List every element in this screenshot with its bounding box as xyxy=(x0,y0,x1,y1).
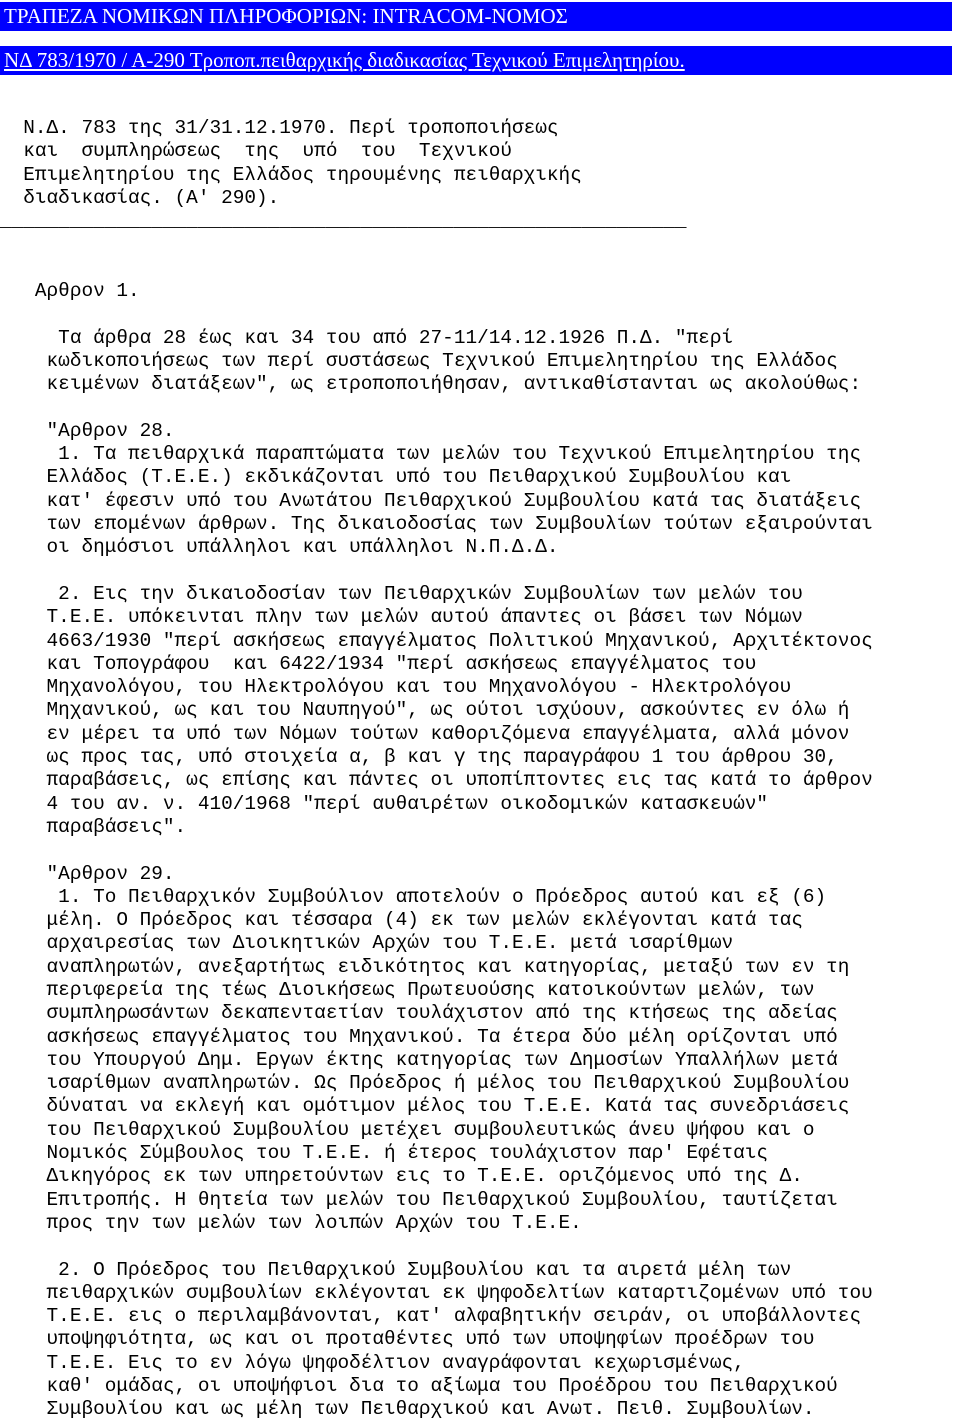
document-line: ως προς τας, υπό στοιχεία α, β και γ της παραγράφου 1 του άρθρου 30, xyxy=(0,746,838,769)
document-line: 1. Τα πειθαρχικά παραπτώματα των μελών του Τεχνικού Επιμελητηρίου της xyxy=(0,443,862,466)
document-line: καθ' ομάδας, οι υποψήφιοι δια το αξίωμα του Προέδρου του Πειθαρχικού xyxy=(0,1375,838,1398)
document-line: εν μέρει τα υπό των Νόμων τούτων καθοριζόμενα επαγγέλματα, αλλά μόνον xyxy=(0,722,850,745)
document-line: ασκήσεως επαγγέλματος του Μηχανικού. Τα έτερα δύο μέλη ορίζονται υπό xyxy=(0,1025,838,1048)
document-line: υποψηφιότητα, ως και οι προταθέντες υπό των υποψηφίων προέδρων του xyxy=(0,1328,815,1351)
document-line: οι δημόσιοι υπάλληλοι και υπάλληλοι Ν.Π.Δ.Δ. xyxy=(0,536,559,559)
document-line: Τ.Ε.Ε. υπόκεινται πλην των μελών αυτού άπαντες οι βάσει των Νόμων xyxy=(0,606,803,629)
document-line: Συμβουλίου και ως μέλη των Πειθαρχικού και Ανωτ. Πειθ. Συμβουλίων. xyxy=(0,1398,815,1421)
document-line: κειμένων διατάξεων", ως ετροποποιήθησαν, αντικαθίστανται ως ακολούθως: xyxy=(0,373,862,396)
document-line: παραβάσεις, ως επίσης και πάντες οι υποπίπτοντες εις τας κατά το άρθρον xyxy=(0,769,873,792)
document-line: Μηχανικού, ως και του Ναυπηγού", ως ούτοι ισχύουν, ασκούντες εν όλω ή xyxy=(0,699,850,722)
document-line xyxy=(0,257,960,280)
bank-title-banner: ΤΡΑΠΕΖΑ ΝΟΜΙΚΩΝ ΠΛΗΡΟΦΟΡΙΩΝ: INTRACOM-ΝΟΜΟΣ xyxy=(0,2,952,31)
document-line: περιφερεία της τέως Διοικήσεως Πρωτευούσης κατοικούντων μελών, των xyxy=(0,978,815,1001)
document-line: 4 του αν. ν. 410/1968 "περί αυθαιρέτων οικοδομικών κατασκευών" xyxy=(0,792,768,815)
document-line: 2. Ο Πρόεδρος του Πειθαρχικού Συμβουλίου και τα αιρετά μέλη των xyxy=(0,1258,792,1281)
document-line: Δικηγόρος εκ των υπηρετούντων εις το Τ.Ε.Ε. οριζόμενος υπό της Δ. xyxy=(0,1165,803,1188)
document-line: "Αρθρον 28. xyxy=(0,419,175,442)
document-line: Ελλάδος (Τ.Ε.Ε.) εκδικάζονται υπό του Πειθαρχικού Συμβουλίου και xyxy=(0,466,792,489)
document-line: πειθαρχικών συμβουλίων εκλέγονται εκ ψηφοδελτίων καταρτιζομένων υπό του xyxy=(0,1281,873,1304)
document-line: διαδικασίας. (Α' 290). xyxy=(0,186,280,209)
document-line: και συμπληρώσεως της υπό του Τεχνικού xyxy=(0,140,512,163)
document-line: 1. Το Πειθαρχικόν Συμβούλιον αποτελούν ο Πρόεδρος αυτού και εξ (6) xyxy=(0,885,827,908)
document-line: προς την των μελών των λοιπών Αρχών του Τ.Ε.Ε. xyxy=(0,1211,582,1234)
document-line: δύναται να εκλεγή και ομότιμον μέλος του Τ.Ε.Ε. Κατά τας συνεδριάσεις xyxy=(0,1095,850,1118)
document-line: των επομένων άρθρων. Της δικαιοδοσίας των Συμβουλίων τούτων εξαιρούνται xyxy=(0,513,873,536)
document-body xyxy=(0,117,960,1422)
document-line xyxy=(0,397,960,420)
document-line: Ν.Δ. 783 της 31/31.12.1970. Περί τροποποιήσεως xyxy=(0,117,559,139)
document-line: Επιμελητηρίου της Ελλάδος τηρουμένης πειθαρχικής xyxy=(0,163,582,186)
document-line: του Πειθαρχικού Συμβουλίου μετέχει συμβουλευτικώς άνευ ψήφου και ο xyxy=(0,1118,815,1141)
document-line: 2. Εις την δικαιοδοσίαν των Πειθαρχικών Συμβουλίων των μελών του xyxy=(0,582,803,605)
document-line: Τ.Ε.Ε. εις ο περιλαμβάνονται, κατ' αλφαβητικήν σειράν, οι υποβάλλοντες xyxy=(0,1305,862,1328)
document-line xyxy=(0,560,960,583)
document-line: Επιτροπής. Η θητεία των μελών του Πειθαρχικού Συμβουλίου, ταυτίζεται xyxy=(0,1188,838,1211)
document-line xyxy=(0,233,960,256)
document-line xyxy=(0,1235,960,1258)
document-line: Τα άρθρα 28 έως και 34 του από 27-11/14.12.1926 Π.Δ. "περί xyxy=(0,326,734,349)
document-line: και Τοπογράφου και 6422/1934 "περί ασκήσεως επαγγέλματος του xyxy=(0,652,757,675)
document-line xyxy=(0,303,960,326)
document-line: ισαρίθμων αναπληρωτών. Ως Πρόεδρος ή μέλος του Πειθαρχικού Συμβουλίου xyxy=(0,1072,850,1095)
document-line: μέλη. Ο Πρόεδρος και τέσσαρα (4) εκ των μελών εκλέγονται κατά τας xyxy=(0,909,803,932)
document-line: αναπληρωτών, ανεξαρτήτως ειδικότητος και κατηγορίας, μεταξύ των εν τη xyxy=(0,955,850,978)
document-line: Αρθρον 1. xyxy=(0,280,140,303)
document-line: 4663/1930 "περί ασκήσεως επαγγέλματος Πολιτικού Μηχανικού, Αρχιτέκτονος xyxy=(0,629,873,652)
document-line: "Αρθρον 29. xyxy=(0,862,175,885)
document-line: Μηχανολόγου, του Ηλεκτρολόγου και του Μηχανολόγου - Ηλεκτρολόγου xyxy=(0,676,792,699)
document-line: κωδικοποιήσεως των περί συστάσεως Τεχνικού Επιμελητηρίου της Ελλάδος xyxy=(0,349,838,372)
document-line: κατ' έφεσιν υπό του Ανωτάτου Πειθαρχικού Συμβουλίου κατά τας διατάξεις xyxy=(0,489,862,512)
document-line: παραβάσεις". xyxy=(0,815,187,838)
separator-line: ___________________________________________________________ xyxy=(0,210,687,233)
document-line: συμπληρωσάντων δεκαπενταετίαν τουλάχιστον από της κτήσεως της αδείας xyxy=(0,1002,838,1025)
document-line: αρχαιρεσίας των Διοικητικών Αρχών του Τ.Ε.Ε. μετά ισαρίθμων xyxy=(0,932,734,955)
document-line: Νομικός Σύμβουλος του Τ.Ε.Ε. ή έτερος τουλάχιστον παρ' Εφέταις xyxy=(0,1142,768,1165)
document-line: Τ.Ε.Ε. Εις το εν λόγω ψηφοδέλτιον αναγράφονται κεχωρισμένως, xyxy=(0,1351,745,1374)
document-line xyxy=(0,839,960,862)
document-line: του Υπουργού Δημ. Εργων έκτης κατηγορίας των Δημοσίων Υπαλλήλων μετά xyxy=(0,1048,838,1071)
document-title-link[interactable]: ΝΔ 783/1970 / Α-290 Τροποπ.πειθαρχικής διαδικασίας Τεχνικού Επιμελητηρίου. xyxy=(0,46,952,75)
